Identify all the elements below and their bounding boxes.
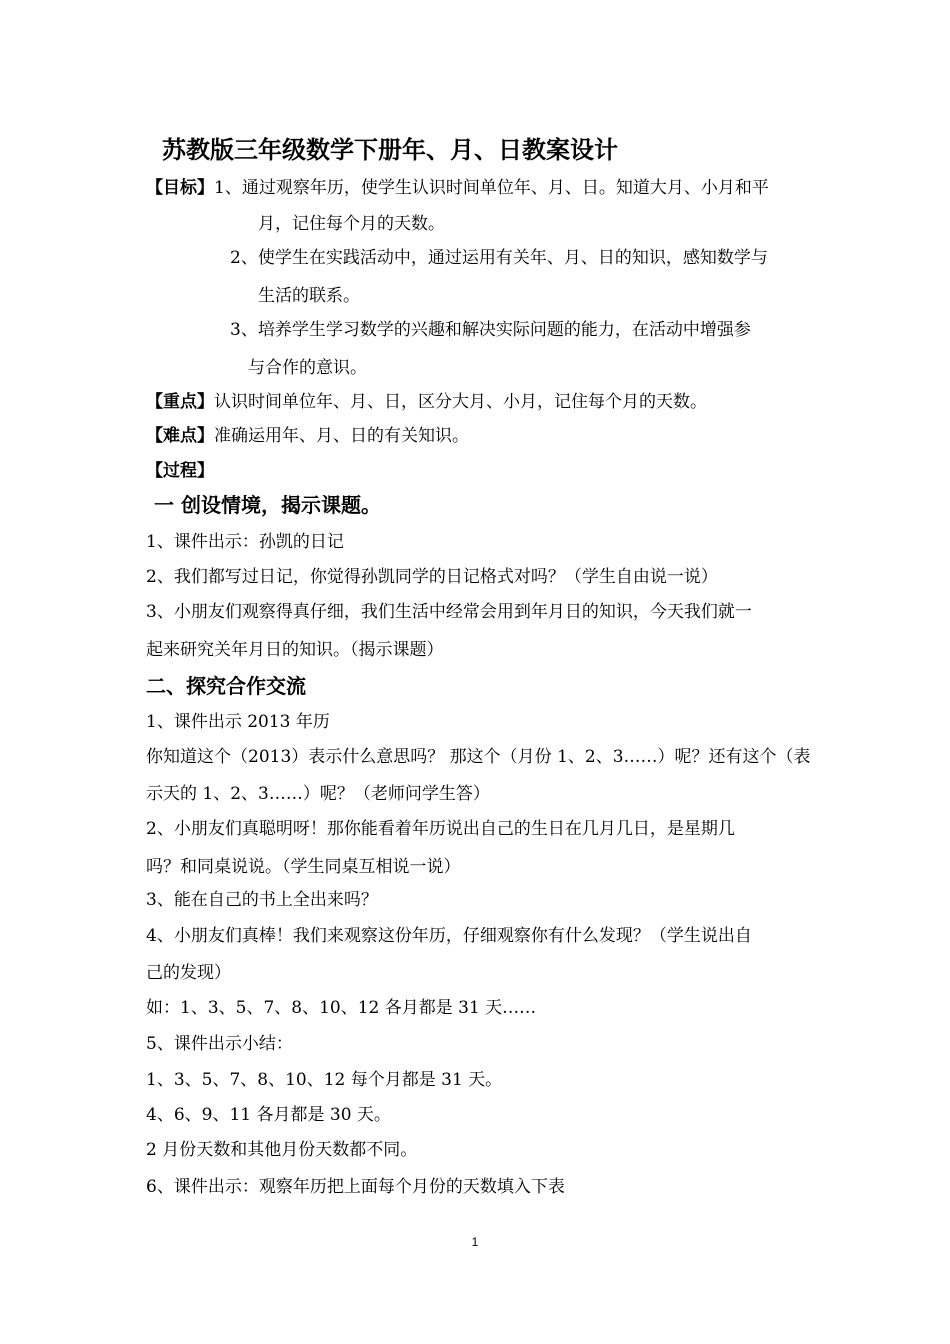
key-point-label: 【重点】 bbox=[146, 392, 214, 412]
section2-heading: 二、探究合作交流 bbox=[146, 674, 306, 698]
section2-line9: 如：1、3、5、7、8、10、12 各月都是 31 天…… bbox=[146, 998, 537, 1018]
document-title: 苏教版三年级数学下册年、月、日教案设计 bbox=[162, 136, 618, 164]
section2-line14: 6、课件出示：观察年历把上面每个月份的天数填入下表 bbox=[146, 1177, 565, 1197]
goals-item3-line2: 与合作的意识。 bbox=[248, 358, 367, 378]
section2-line12: 4、6、9、11 各月都是 30 天。 bbox=[146, 1105, 391, 1125]
key-point-text: 认识时间单位年、月、日，区分大月、小月，记住每个月的天数。 bbox=[214, 392, 707, 412]
goals-item2-line2: 生活的联系。 bbox=[258, 286, 360, 306]
section1-line4: 起来研究关年月日的知识。（揭示课题） bbox=[146, 640, 444, 660]
section2-line11: 1、3、5、7、8、10、12 每个月都是 31 天。 bbox=[146, 1070, 503, 1090]
process-label: 【过程】 bbox=[146, 461, 214, 481]
difficulty-text: 准确运用年、月、日的有关知识。 bbox=[214, 426, 469, 446]
section1-line1: 1、课件出示：孙凯的日记 bbox=[146, 532, 344, 552]
goals-item1-line2: 月，记住每个月的天数。 bbox=[258, 214, 445, 234]
goals-item1-line1 bbox=[146, 176, 769, 200]
difficulty-label: 【难点】 bbox=[146, 426, 214, 446]
goals-item2-line1: 2、使学生在实践活动中，通过运用有关年、月、日的知识，感知数学与 bbox=[230, 248, 768, 268]
goals-item3-line1: 3、培养学生学习数学的兴趣和解决实际问题的能力，在活动中增强参 bbox=[230, 320, 751, 340]
section2-line10: 5、课件出示小结： bbox=[146, 1034, 293, 1054]
section1-line3: 3、小朋友们观察得真仔细，我们生活中经常会用到年月日的知识，今天我们就一 bbox=[146, 602, 752, 622]
section2-line5: 吗？和同桌说说。（学生同桌互相说一说） bbox=[146, 857, 461, 877]
section2-line6: 3、能在自己的书上全出来吗？ bbox=[146, 890, 378, 910]
key-point-line bbox=[146, 390, 707, 414]
section2-line2: 你知道这个（2013）表示什么意思吗？ 那这个（月份 1、2、3……）呢？还有这个（表 bbox=[146, 747, 811, 767]
difficulty-line bbox=[146, 424, 469, 448]
section2-line1: 1、课件出示 2013 年历 bbox=[146, 712, 330, 732]
section1-line2: 2、我们都写过日记，你觉得孙凯同学的日记格式对吗？（学生自由说一说） bbox=[146, 567, 718, 587]
section2-line3: 示天的 1、2、3……）呢？（老师问学生答） bbox=[146, 784, 490, 804]
section2-line8: 己的发现） bbox=[146, 963, 231, 983]
section2-line7: 4、小朋友们真棒！我们来观察这份年历，仔细观察你有什么发现？（学生说出自 bbox=[146, 926, 752, 946]
section2-line13: 2 月份天数和其他月份天数都不同。 bbox=[146, 1140, 418, 1160]
goals-label: 【目标】 bbox=[146, 178, 214, 198]
section2-line4: 2、小朋友们真聪明呀！那你能看着年历说出自己的生日在几月几日，是星期几 bbox=[146, 819, 735, 839]
page-number: 1 bbox=[471, 1235, 479, 1249]
section1-heading: 一 创设情境，揭示课题。 bbox=[154, 493, 381, 517]
goals-item1-text: 1、通过观察年历，使学生认识时间单位年、月、日。知道大月、小月和平 bbox=[214, 178, 769, 198]
